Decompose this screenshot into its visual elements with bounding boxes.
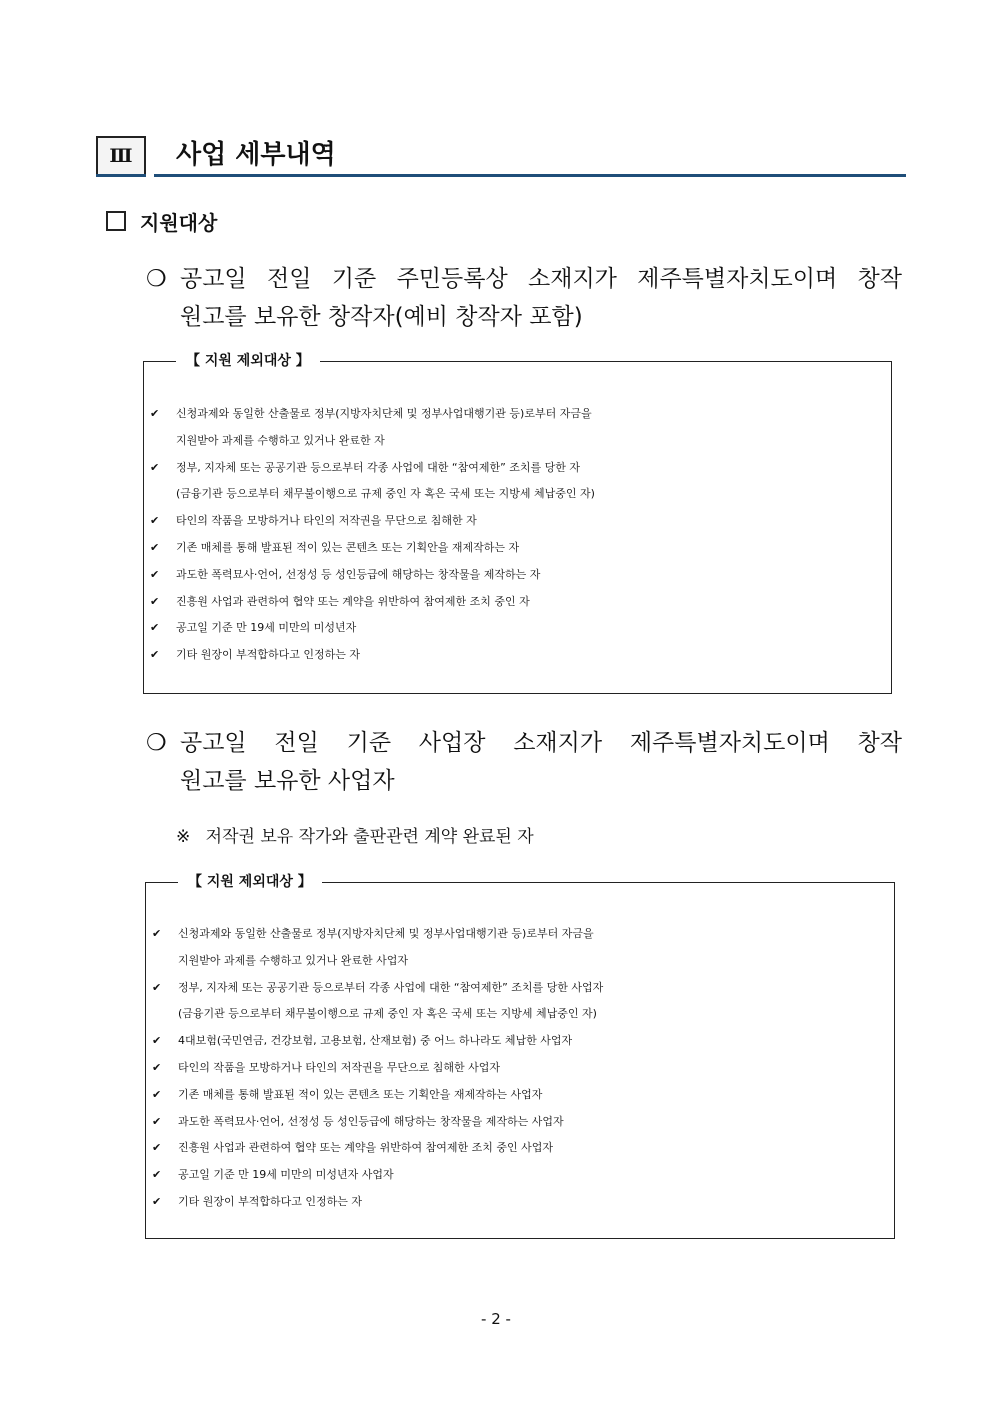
check-icon: ✔: [150, 621, 160, 635]
exclusion-item-text: 진흥원 사업과 관련하여 협약 또는 계약을 위반하여 참여제한 조치 중인 자: [176, 594, 530, 608]
check-icon: ✔: [152, 927, 162, 940]
exclusion-item: [152, 1028, 884, 1055]
exclusion-item-text: 신청과제와 동일한 산출물로 정부(지방자치단체 및 정부사업대행기관 등)로부터 자금을: [176, 407, 592, 420]
exclusion-item: [152, 1055, 884, 1082]
exclusion-item-text: 정부, 지자체 또는 공공기관 등으로부터 각종 사업에 대한 “참여제한” 조치를 당한 자: [176, 460, 581, 474]
check-icon: ✔: [152, 1141, 162, 1155]
check-icon: ✔: [150, 540, 160, 554]
circle-bullet-icon: ❍: [146, 266, 167, 292]
check-icon: ✔: [152, 980, 162, 994]
eligibility-paragraph-2: [146, 724, 902, 800]
circle-bullet-icon: ❍: [146, 730, 167, 756]
exclusion-item: [152, 1189, 884, 1216]
check-icon: ✔: [152, 1194, 162, 1208]
exclusion-item-text: 기존 매체를 통해 발표된 적이 있는 콘텐츠 또는 기획안을 재제작하는 사업자: [178, 1087, 543, 1101]
exclusion-item-text: 신청과제와 동일한 산출물로 정부(지방자치단체 및 정부사업대행기관 등)로부터 자금을: [178, 927, 594, 940]
section-title: 사업 세부내역: [176, 140, 336, 170]
exclusion-item-text: 기타 원장이 부적합하다고 인정하는 자: [178, 1194, 363, 1208]
exclusion-box-1: [143, 353, 892, 694]
exclusion-item: [150, 642, 881, 669]
check-icon: ✔: [150, 567, 160, 581]
exclusion-item: [152, 1082, 884, 1109]
exclusion-box-label: 【 지원 제외대상 】: [178, 872, 322, 892]
subsection-heading: [106, 204, 217, 238]
exclusion-item-text-continued: (금융기관 등으로부터 채무불이행으로 규제 중인 자 혹은 국세 또는 지방세 체납중인 자): [178, 1007, 597, 1021]
exclusion-item-text: 정부, 지자체 또는 공공기관 등으로부터 각종 사업에 대한 “참여제한” 조치를 당한 사업자: [178, 980, 604, 994]
exclusion-item: [152, 1162, 884, 1189]
exclusion-item-text: 공고일 기준 만 19세 미만의 미성년자: [176, 621, 357, 635]
check-icon: ✔: [150, 460, 160, 474]
check-icon: ✔: [152, 1168, 162, 1182]
exclusion-item: [150, 562, 881, 589]
eligibility-paragraph-1: [146, 260, 902, 336]
exclusion-item-text: 기타 원장이 부적합하다고 인정하는 자: [176, 648, 361, 662]
exclusion-item: [152, 1135, 884, 1162]
check-icon: ✔: [152, 1114, 162, 1128]
exclusion-item: [150, 535, 881, 562]
exclusion-item-text-continued: 지원받아 과제를 수행하고 있거나 완료한 자: [176, 433, 385, 447]
check-icon: ✔: [150, 514, 160, 528]
check-icon: ✔: [150, 594, 160, 608]
section-number: Ⅲ: [109, 145, 133, 167]
exclusion-item-text: 공고일 기준 만 19세 미만의 미성년자 사업자: [178, 1168, 394, 1182]
note: [176, 823, 534, 851]
paragraph-line: 원고를 보유한 창작자(예비 창작자 포함): [180, 304, 583, 330]
exclusion-item: [152, 1109, 884, 1136]
section-number-box: [96, 136, 146, 176]
exclusion-item: [150, 508, 881, 535]
exclusion-item-text: 4대보험(국민연금, 건강보험, 고용보험, 산재보험) 중 어느 하나라도 체납한 사업자: [178, 1034, 573, 1048]
exclusion-list: [152, 921, 884, 1216]
exclusion-list: [150, 401, 881, 669]
check-icon: ✔: [150, 648, 160, 662]
check-icon: ✔: [152, 1034, 162, 1048]
section-header: [96, 136, 906, 178]
exclusion-item-text: 진흥원 사업과 관련하여 협약 또는 계약을 위반하여 참여제한 조치 중인 사업자: [178, 1141, 553, 1155]
check-icon: ✔: [152, 1060, 162, 1074]
paragraph-line: 공고일 전일 기준 주민등록상 소재지가 제주특별자치도이며 창작: [180, 266, 902, 292]
exclusion-item: [152, 921, 884, 975]
square-bullet-icon: [106, 211, 126, 231]
exclusion-item-text-continued: (금융기관 등으로부터 채무불이행으로 규제 중인 자 혹은 국세 또는 지방세 체납중인 자): [176, 487, 595, 501]
subsection-title: 지원대상: [140, 210, 218, 235]
exclusion-item-text-continued: 지원받아 과제를 수행하고 있거나 완료한 사업자: [178, 953, 409, 967]
exclusion-item-text: 기존 매체를 통해 발표된 적이 있는 콘텐츠 또는 기획안을 재제작하는 자: [176, 540, 520, 554]
check-icon: ✔: [152, 1087, 162, 1101]
check-icon: ✔: [150, 407, 160, 420]
exclusion-item: [150, 589, 881, 616]
paragraph-line: 원고를 보유한 사업자: [180, 768, 395, 794]
exclusion-item: [152, 975, 884, 1029]
exclusion-item: [150, 455, 881, 509]
exclusion-box-2: [145, 874, 895, 1239]
note-text: 저작권 보유 작가와 출판관련 계약 완료된 자: [205, 827, 534, 847]
exclusion-box-label: 【 지원 제외대상 】: [176, 351, 320, 371]
paragraph-line: 공고일 전일 기준 사업장 소재지가 제주특별자치도이며 창작: [180, 730, 902, 756]
exclusion-item-text: 과도한 폭력묘사·언어, 선정성 등 성인등급에 해당하는 창작물을 제작하는 자: [176, 567, 541, 581]
exclusion-item-text: 타인의 작품을 모방하거나 타인의 저작권을 무단으로 침해한 자: [176, 514, 477, 528]
section-title-underline: [154, 174, 906, 177]
page-number: - 2 -: [481, 1310, 511, 1328]
reference-mark-icon: ※: [176, 827, 191, 847]
exclusion-item-text: 과도한 폭력묘사·언어, 선정성 등 성인등급에 해당하는 창작물을 제작하는 사업자: [178, 1114, 564, 1128]
exclusion-item: [150, 615, 881, 642]
section-number-underline: [96, 174, 146, 177]
exclusion-item: [150, 401, 881, 455]
exclusion-item-text: 타인의 작품을 모방하거나 타인의 저작권을 무단으로 침해한 사업자: [178, 1060, 501, 1074]
